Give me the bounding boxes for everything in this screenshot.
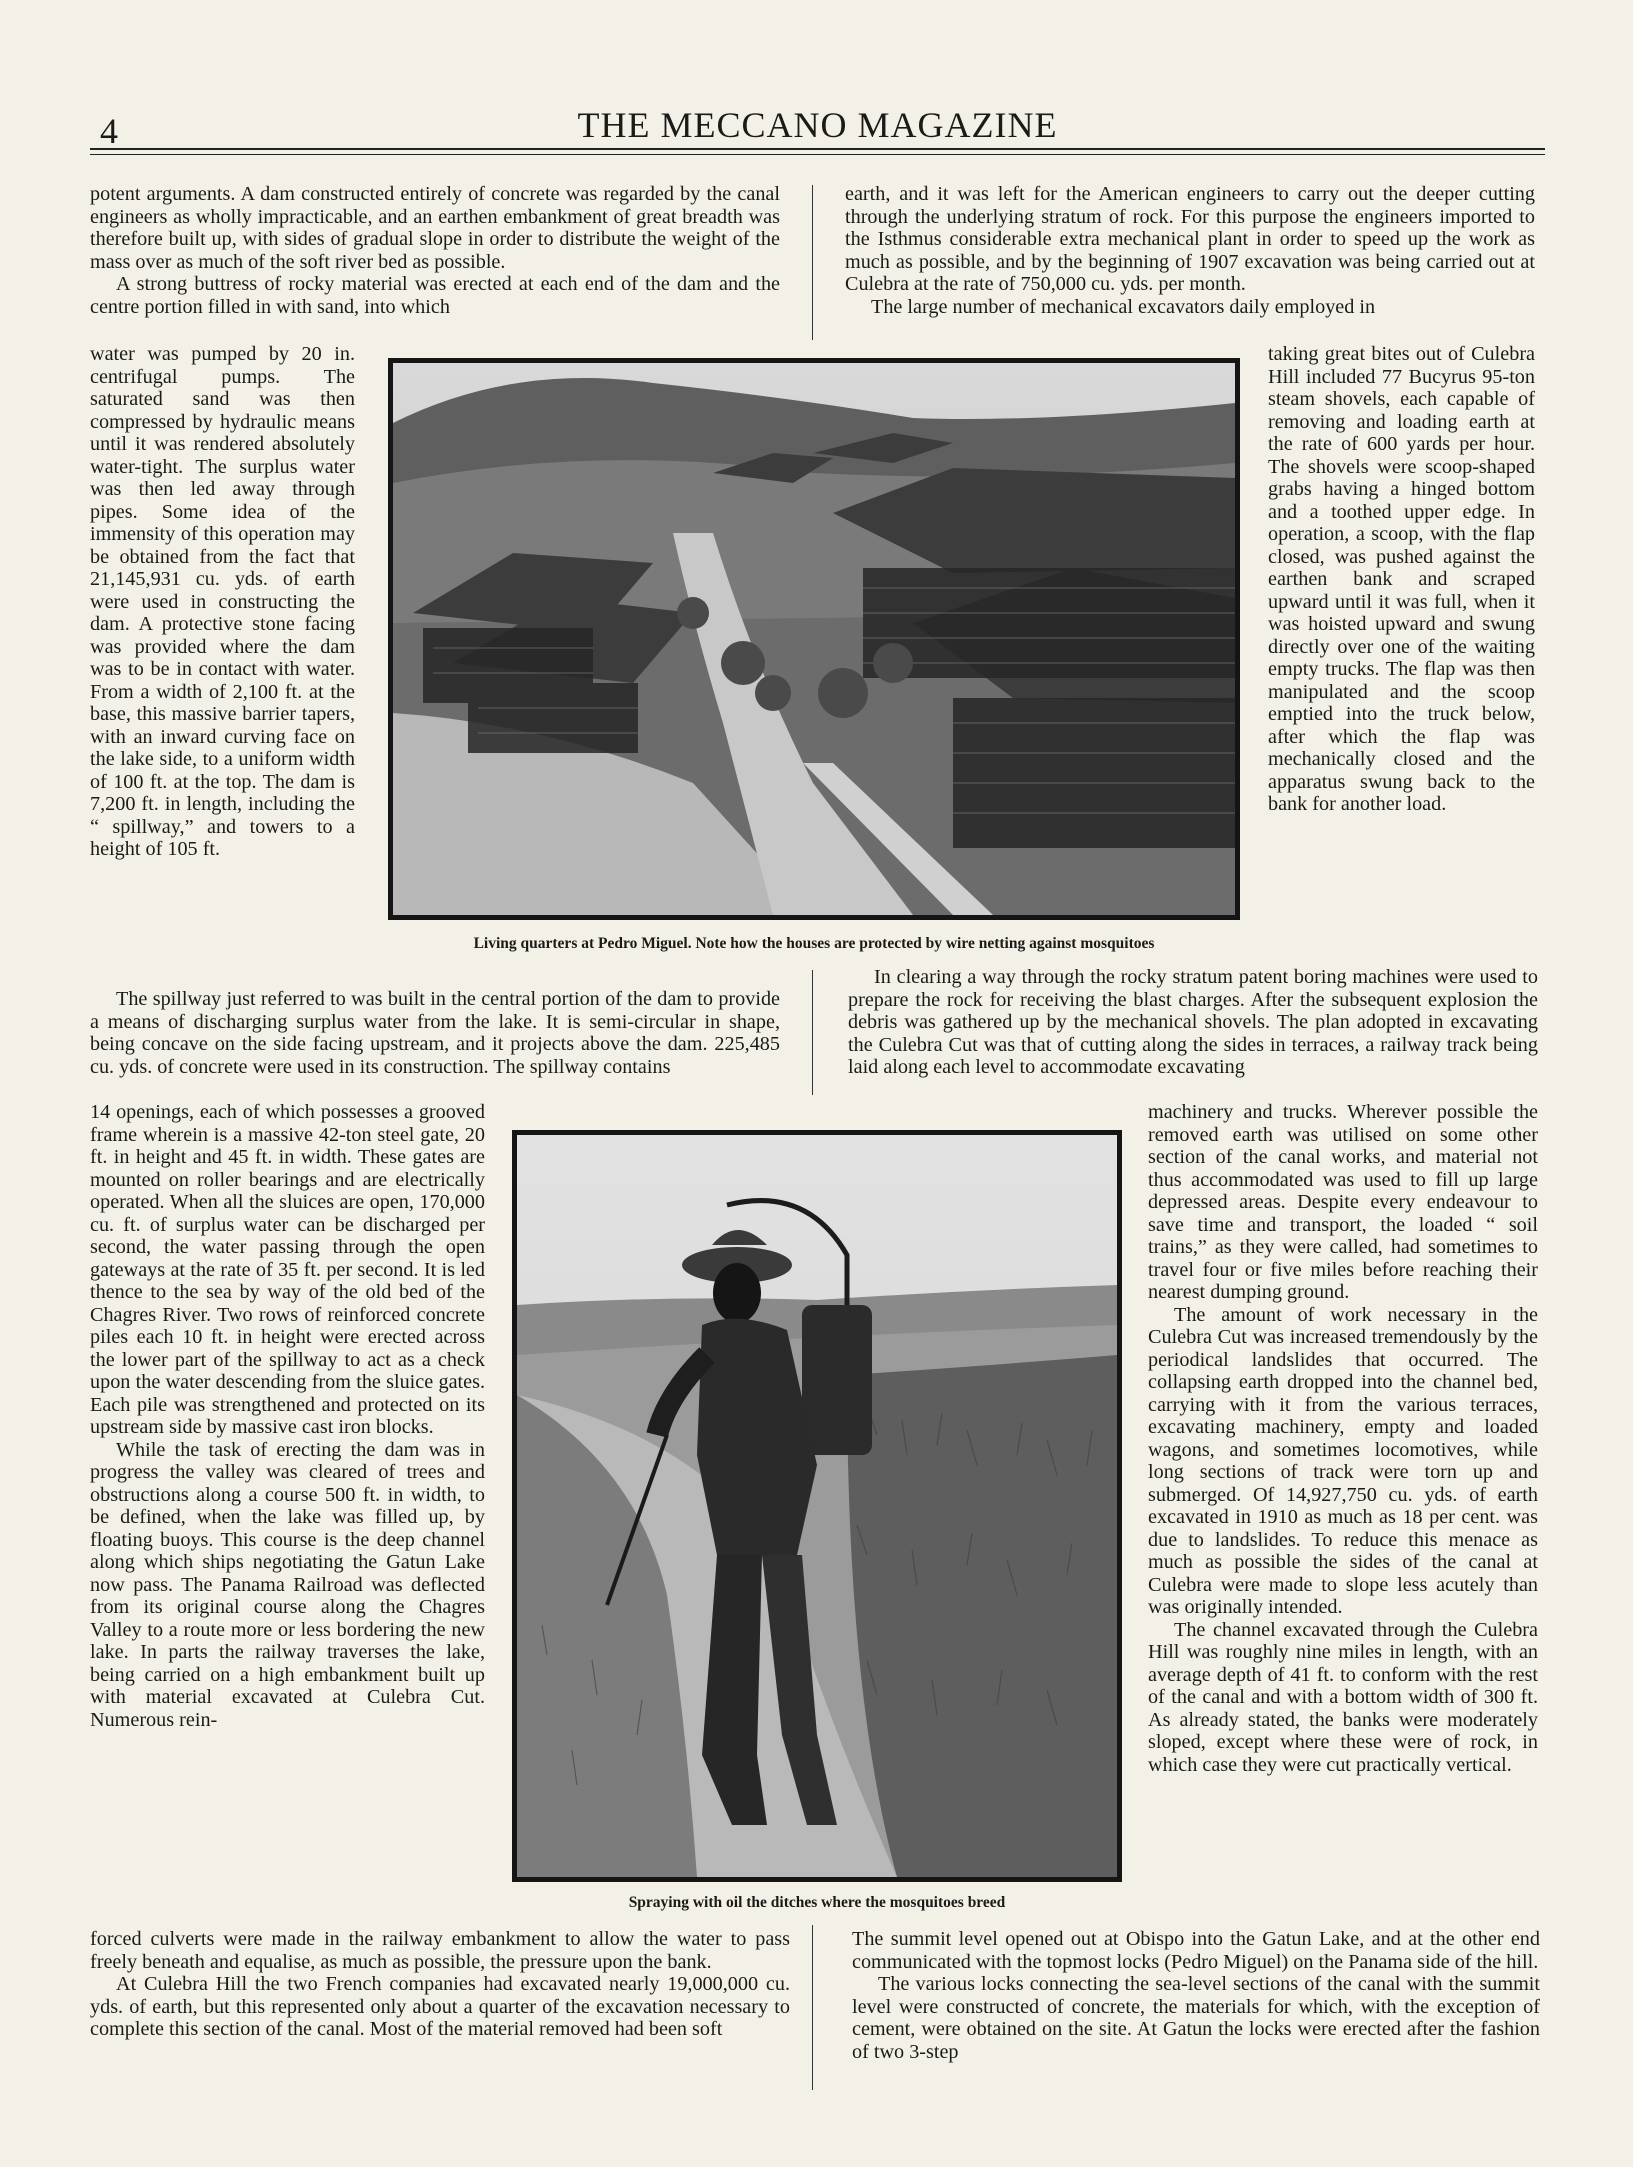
paragraph: The various locks connecting the sea-level sections of the canal with the summit level were constructed of concrete, the materials for which, with the exception of cement, were obtained on the site. At Gatun the locks were erected after the fashion of two 3-step xyxy=(852,1973,1540,2063)
left-column-top xyxy=(90,183,780,318)
right-column-top xyxy=(845,183,1535,318)
left-column-mid xyxy=(90,988,780,1078)
photo-living-quarters-image xyxy=(393,363,1235,915)
left-column-narrow-1 xyxy=(90,343,355,861)
header-rule-thin xyxy=(90,154,1545,155)
column-divider xyxy=(812,1925,813,2090)
photo-living-quarters xyxy=(388,358,1240,920)
left-column-narrow-2 xyxy=(90,1101,485,1731)
paragraph: At Culebra Hill the two French companies had excavated nearly 19,000,000 cu. yds. of earth, but this represented only about a quarter of the excavation necessary to complete this section of the canal. Most of the material removed had been soft xyxy=(90,1973,790,2040)
photo-spraying-ditches-image xyxy=(517,1135,1117,1877)
left-column-bottom xyxy=(90,1928,790,2041)
paragraph: The spillway just referred to was built in the central portion of the dam to provide a means of discharging surplus water from the lake. It is semi-circular in shape, being concave on the side facing upstream, and it projects above the dam. 225,485 cu. yds. of concrete were used in its construction. The spillway contains xyxy=(90,988,780,1078)
paragraph: 14 openings, each of which possesses a grooved frame wherein is a massive 42-ton steel gate, 20 ft. in height and 45 ft. in width. These gates are mounted on roller bearings and are electrically operated. When all the sluices are open, 170,000 cu. ft. of surplus water can be discharged per second, the water passing through the open gateways at the rate of 35 ft. per second. It is led thence to the sea by way of the old bed of the Chagres River. Two rows of reinforced concrete piles each 10 ft. in height were erected across the lower part of the spillway to act as a check upon the water descending from the sluice gates. Each pile was strengthened and protected on its upstream side by massive cast iron blocks. xyxy=(90,1101,485,1438)
magazine-title: THE MECCANO MAGAZINE xyxy=(577,105,1058,145)
paragraph: The channel excavated through the Culebra Hill was roughly nine miles in length, with an average depth of 41 ft. to conform with the rest of the canal and with a bottom width of 300 ft. As already stated, the banks were moderately sloped, except where these were of rock, in which case they were cut practically vertical. xyxy=(1148,1618,1538,1776)
right-column-narrow-2 xyxy=(1148,1101,1538,1776)
page-number: 4 xyxy=(100,111,118,151)
paragraph: The large number of mechanical excavators daily employed in xyxy=(871,295,1376,318)
paragraph: water was pumped by 20 in. centrifugal pumps. The saturated sand was then compressed by hydraulic means until it was rendered absolutely water-tight. The surplus water was then led away through pipes. Some idea of the immensity of this operation may be obtained from the fact that 21,145,931 cu. yds. of earth were used in constructing the dam. A protective stone facing was provided where the dam was to be in contact with water. From a width of 2,100 ft. at the base, this massive barrier tapers, with an inward curving face on the lake side, to a uniform width of 100 ft. at the top. The dam is 7,200 ft. in length, including the “ spillway,” and towers to a height of 105 ft. xyxy=(90,343,355,860)
column-divider xyxy=(812,970,813,1095)
right-column-narrow-1 xyxy=(1268,343,1535,816)
photo-spraying-ditches xyxy=(512,1130,1122,1882)
paragraph: potent arguments. A dam constructed entirely of concrete was regarded by the canal engineers as wholly impracticable, and an earthen embankment of great breadth was therefore built up, with sides of gradual slope in order to distribute the weight of the mass over as much of the soft river bed as possible. xyxy=(90,183,780,273)
paragraph: The summit level opened out at Obispo into the Gatun Lake, and at the other end communicated with the topmost locks (Pedro Miguel) on the Panama side of the hill. xyxy=(852,1928,1540,1973)
header-rule xyxy=(90,148,1545,150)
paragraph: taking great bites out of Culebra Hill included 77 Bucyrus 95-ton steam shovels, each capable of removing and loading earth at the rate of 600 yards per hour. The shovels were scoop-shaped grabs having a hinged bottom and a toothed upper edge. In operation, a scoop, with the flap closed, was pushed against the earthen bank and scraped upward until it was full, when it was hoisted upward and swung directly over one of the waiting empty trucks. The flap was then manipulated and the scoop emptied into the truck below, after which the flap was mechanically closed and the apparatus swung back to the bank for another load. xyxy=(1268,343,1535,815)
right-column-mid xyxy=(848,966,1538,1079)
paragraph: machinery and trucks. Wherever possible the removed earth was utilised on some other section of the canal works, and material not thus accommodated was used to fill up large depressed areas. Despite every endeavour to save time and transport, the loaded “ soil trains,” as they were called, had sometimes to travel four or five miles before reaching their nearest dumping ground. xyxy=(1148,1101,1538,1303)
paragraph: The amount of work necessary in the Culebra Cut was increased tremendously by the periodical landslides that occurred. The collapsing earth dropped into the channel bed, carrying with it from the various terraces, excavating machinery, empty and loaded wagons, and sometimes locomotives, while long sections of track were torn up and submerged. Of 14,927,750 cu. yds. of earth excavated in 1910 as much as 18 per cent. was due to landslides. To reduce this menace as much as possible the sides of the canal at Culebra were made to slope less acutely than was originally intended. xyxy=(1148,1303,1538,1618)
photo-living-quarters-caption: Living quarters at Pedro Miguel. Note how the houses are protected by wire netting against mosquitoes xyxy=(473,935,1155,952)
page-header xyxy=(90,100,1545,150)
paragraph: While the task of erecting the dam was in progress the valley was cleared of trees and obstructions along a course 500 ft. in width, to be defined, when the lake was filled up, by floating buoys. This course is the deep channel along which ships negotiating the Gatun Lake now pass. The Panama Railroad was deflected from its original course along the Chagres Valley to a route more or less bordering the new lake. In parts the railway traverses the lake, being carried on a high embankment built up with material excavated at Culebra Cut. Numerous rein- xyxy=(90,1438,485,1731)
column-divider xyxy=(812,185,813,340)
photo-spraying-ditches-caption: Spraying with oil the ditches where the mosquitoes breed xyxy=(628,1894,1006,1911)
paragraph: earth, and it was left for the American engineers to carry out the deeper cutting through the underlying stratum of rock. For this purpose the engineers imported to the Isthmus considerable extra mechanical plant in order to speed up the work as much as possible, and by the beginning of 1907 excavation was being carried out at Culebra at the rate of 750,000 cu. yds. per month. xyxy=(845,183,1535,295)
paragraph: forced culverts were made in the railway embankment to allow the water to pass freely beneath and equalise, as much as possible, the pressure upon the bank. xyxy=(90,1928,790,1973)
right-column-bottom xyxy=(852,1928,1540,2063)
paragraph: In clearing a way through the rocky stratum patent boring machines were used to prepare the rock for receiving the blast charges. After the subsequent explosion the debris was gathered up by the mechanical shovels. The plan adopted in excavating the Culebra Cut was that of cutting along the sides in terraces, a railway track being laid along each level to accommodate excavating xyxy=(848,966,1538,1078)
paragraph: A strong buttress of rocky material was erected at each end of the dam and the centre portion filled in with sand, into which xyxy=(90,273,780,318)
